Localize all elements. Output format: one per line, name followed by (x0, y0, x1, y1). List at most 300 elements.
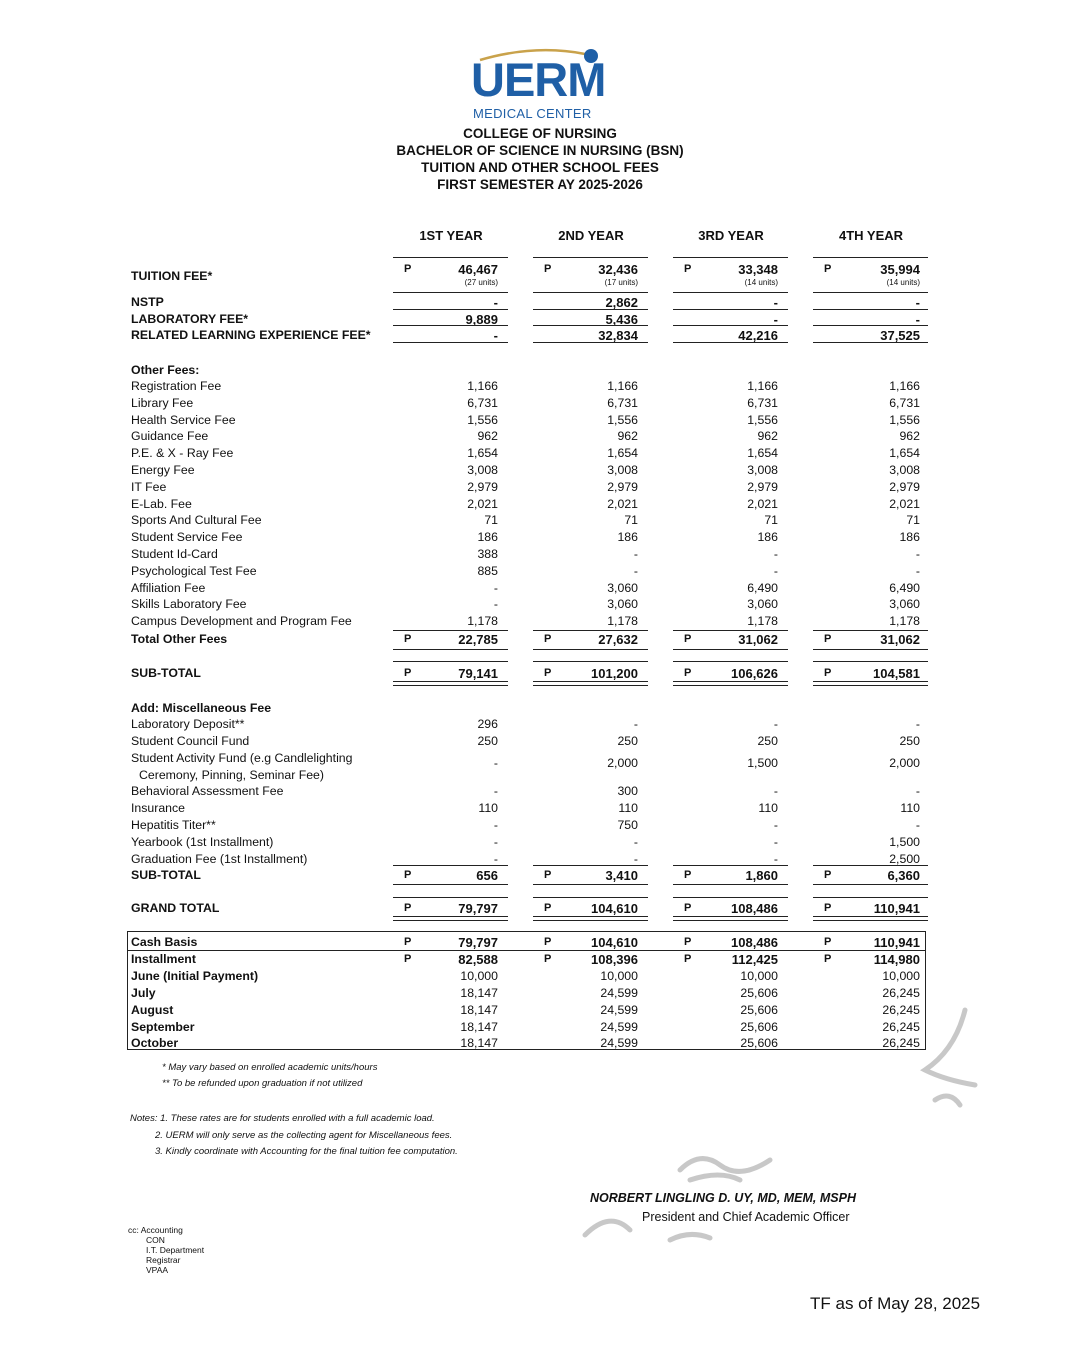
payment-row-value: 25,606 (740, 1003, 778, 1017)
rule-line (393, 884, 508, 885)
misc-fee-value: 296 (477, 717, 498, 731)
misc-fee-value: - (915, 717, 920, 731)
other-fee-value: 6,490 (889, 580, 920, 595)
rule-line (533, 865, 648, 866)
rule-line (813, 309, 928, 310)
other-fee-value: - (773, 563, 778, 578)
other-fee-value: 885 (477, 563, 498, 578)
payment-row-value: 108,486 (731, 935, 778, 950)
misc-fee-value: - (633, 717, 638, 731)
other-fee-label: Student Service Fee (131, 530, 243, 545)
initial-scribble-icon (905, 1000, 985, 1110)
other-fee-label: Psychological Test Fee (131, 563, 257, 578)
other-fee-value: 2,021 (889, 496, 920, 511)
misc-fee-value: 110 (478, 801, 498, 815)
other-fee-value: 2,979 (747, 479, 778, 494)
payment-row-label: June (Initial Payment) (131, 969, 259, 983)
payment-row-label: Cash Basis (131, 935, 198, 949)
rule-line (813, 630, 928, 631)
misc-fee-label-cont: Ceremony, Pinning, Seminar Fee) (139, 768, 324, 782)
other-fee-value: 1,556 (607, 412, 638, 427)
peso-sign: P (684, 902, 692, 914)
other-fee-value: 6,731 (607, 395, 638, 410)
misc-fee-label: Student Council Fund (131, 734, 250, 748)
peso-sign: P (824, 869, 832, 881)
note-2: 2. UERM will only serve as the collecting agent for Miscellaneous fees. (155, 1130, 453, 1141)
misc-fee-value: - (773, 717, 778, 731)
other-fee-value: 1,178 (889, 614, 920, 629)
other-fee-value: 3,008 (889, 463, 920, 477)
other-fee-value: 1,166 (607, 379, 638, 393)
misc-fee-value: - (493, 818, 498, 832)
grand-total-value: 104,610 (591, 901, 638, 916)
other-fee-value: 1,556 (747, 412, 778, 427)
rule-line (673, 257, 788, 258)
other-fee-label: Health Service Fee (131, 412, 236, 427)
main-fee-value: - (773, 312, 778, 327)
rule-line (813, 257, 928, 258)
logo-main-text: UERM (471, 53, 606, 106)
other-fee-value: 2,979 (607, 479, 638, 494)
misc-fee-value: 2,000 (607, 756, 638, 770)
peso-sign: P (404, 633, 412, 645)
other-fee-value: - (915, 547, 920, 561)
misc-fee-value: - (633, 835, 638, 849)
peso-sign: P (404, 953, 412, 965)
header-college: COLLEGE OF NURSING (463, 126, 617, 141)
peso-sign: P (824, 936, 832, 948)
col-head-1st-year: 1ST YEAR (419, 228, 483, 243)
other-fee-value: 1,166 (889, 379, 920, 393)
rule-line (393, 257, 508, 258)
tuition-value: 32,436 (598, 262, 638, 277)
other-fee-value: 3,008 (747, 463, 778, 477)
peso-sign: P (544, 953, 552, 965)
cc-line-5: VPAA (146, 1265, 169, 1275)
other-fee-value: 186 (899, 530, 920, 545)
peso-sign: P (404, 263, 412, 275)
payment-row-value: 82,588 (458, 952, 498, 967)
misc-fee-value: - (493, 852, 498, 866)
misc-fee-label: Behavioral Assessment Fee (131, 784, 284, 798)
peso-sign: P (404, 869, 412, 881)
uerm-logo (455, 44, 605, 124)
rule-line (813, 884, 928, 885)
other-fee-value: 3,060 (607, 580, 638, 595)
tf-date: TF as of May 28, 2025 (810, 1294, 981, 1313)
payment-row-value: 24,599 (600, 1003, 638, 1017)
other-fee-value: 1,556 (467, 412, 498, 427)
rule-line (813, 661, 928, 662)
rule-line (673, 661, 788, 662)
rule-line (533, 292, 648, 293)
misc-fee-value: - (915, 818, 920, 832)
tuition-value: 35,994 (880, 262, 920, 277)
misc-fee-value: 250 (477, 734, 498, 748)
other-fee-value: 1,654 (467, 446, 498, 461)
peso-sign: P (544, 667, 552, 679)
other-fee-label: Registration Fee (131, 379, 222, 393)
other-fee-value: - (493, 597, 498, 612)
other-fee-value: 6,490 (747, 580, 778, 595)
other-fee-value: - (633, 563, 638, 578)
other-fee-label: Library Fee (131, 395, 194, 410)
rule-line (673, 865, 788, 866)
misc-fee-value: - (773, 852, 778, 866)
peso-sign: P (544, 902, 552, 914)
misc-fee-value: - (915, 784, 920, 798)
other-fee-value: 71 (906, 513, 920, 528)
units-note: (14 units) (886, 278, 920, 287)
rule-line (813, 292, 928, 293)
payment-row-value: 10,000 (600, 969, 638, 983)
main-fee-label: RELATED LEARNING EXPERIENCE FEE* (131, 328, 371, 342)
peso-sign: P (824, 902, 832, 914)
rule-line (533, 342, 648, 343)
peso-sign: P (684, 936, 692, 948)
peso-sign: P (684, 667, 692, 679)
total-other-fees-value: 27,632 (598, 632, 638, 647)
other-fee-value: 1,654 (607, 446, 638, 461)
misc-fee-value: - (633, 852, 638, 866)
misc-fee-label: Yearbook (1st Installment) (131, 835, 274, 849)
rule-line (393, 897, 508, 898)
main-fee-label: NSTP (131, 295, 164, 309)
other-fee-value: 962 (617, 429, 638, 444)
payment-row-label: August (131, 1003, 174, 1017)
rule-line (393, 292, 508, 293)
payment-row-value: 18,147 (460, 1020, 498, 1034)
peso-sign: P (684, 869, 692, 881)
misc-fee-value: - (773, 835, 778, 849)
rule-line (673, 681, 788, 686)
signatory-title: President and Chief Academic Officer (642, 1210, 850, 1224)
other-fee-label: P.E. & X - Ray Fee (131, 446, 234, 461)
rule-line (673, 630, 788, 631)
header-semester: FIRST SEMESTER AY 2025-2026 (437, 177, 643, 192)
cc-line-4: Registrar (146, 1255, 181, 1265)
payment-row-value: 24,599 (600, 1020, 638, 1034)
peso-sign: P (684, 953, 692, 965)
payment-row-label: Installment (131, 952, 196, 966)
col-head-2nd-year: 2ND YEAR (558, 228, 624, 243)
other-fee-value: 1,654 (889, 446, 920, 461)
other-fee-label: Affiliation Fee (131, 580, 206, 595)
other-fee-value: - (915, 563, 920, 578)
main-fee-label: LABORATORY FEE* (131, 312, 249, 326)
misc-subtotal-value: 1,860 (745, 868, 778, 883)
rule-line (533, 661, 648, 662)
footnote-2: ** To be refunded upon graduation if not utilized (162, 1078, 363, 1089)
peso-sign: P (824, 667, 832, 679)
misc-fee-label: Laboratory Deposit** (131, 717, 245, 731)
rule-line (533, 649, 648, 650)
misc-fee-label: Graduation Fee (1st Installment) (131, 852, 308, 866)
payment-row-value: 26,245 (882, 986, 920, 1000)
rule-line (673, 884, 788, 885)
peso-sign: P (544, 263, 552, 275)
peso-sign: P (404, 936, 412, 948)
tuition-value: 46,467 (458, 262, 498, 277)
other-fee-value: 3,008 (607, 463, 638, 477)
other-fee-label: Energy Fee (131, 463, 195, 477)
other-fee-value: 186 (617, 530, 638, 545)
payment-row-label: July (131, 986, 156, 1000)
payment-row-value: 18,147 (460, 986, 498, 1000)
rule-line (393, 342, 508, 343)
peso-sign: P (404, 902, 412, 914)
rule-line (533, 325, 648, 326)
cc-line-2: CON (146, 1235, 165, 1245)
payment-row-value: 24,599 (600, 1036, 638, 1050)
misc-fee-value: 110 (618, 801, 638, 815)
misc-fee-value: - (773, 784, 778, 798)
misc-fee-label: Hepatitis Titer** (131, 818, 216, 832)
main-fee-value: 5,436 (605, 312, 638, 327)
misc-fee-value: - (493, 835, 498, 849)
other-fee-label: Guidance Fee (131, 429, 209, 444)
main-fee-value: 42,216 (738, 328, 778, 343)
misc-fee-label: Student Activity Fund (e.g Candlelighting (131, 751, 353, 765)
other-fee-value: 1,166 (467, 379, 498, 393)
other-fee-value: 6,731 (889, 395, 920, 410)
payment-row-value: 79,797 (458, 935, 498, 950)
other-fee-value: - (493, 580, 498, 595)
other-fee-value: - (633, 547, 638, 561)
peso-sign: P (544, 936, 552, 948)
main-fee-value: - (493, 328, 498, 343)
grand-total-value: 79,797 (458, 901, 498, 916)
misc-title: Add: Miscellaneous Fee (131, 701, 272, 715)
other-fee-value: - (773, 547, 778, 561)
other-fee-label: Campus Development and Program Fee (131, 614, 352, 629)
note-3: 3. Kindly coordinate with Accounting for the final tuition fee computation. (155, 1146, 458, 1157)
main-fee-value: - (915, 312, 920, 327)
other-fee-value: 71 (624, 513, 638, 528)
rule-line (813, 649, 928, 650)
misc-fee-value: 1,500 (747, 756, 778, 770)
other-fee-value: 3,060 (607, 597, 638, 612)
payment-row-value: 26,245 (882, 1003, 920, 1017)
peso-sign: P (544, 869, 552, 881)
misc-fee-value: 110 (758, 801, 778, 815)
other-fee-value: 2,979 (889, 479, 920, 494)
other-fee-value: 2,979 (467, 479, 498, 494)
rule-line (393, 865, 508, 866)
tuition-value: 33,348 (738, 262, 778, 277)
rule-line (533, 897, 648, 898)
payment-row-value: 114,980 (873, 952, 920, 967)
grand-total-value: 110,941 (873, 901, 920, 916)
total-other-fees-value: 31,062 (880, 632, 920, 647)
misc-subtotal-label: SUB-TOTAL (131, 868, 201, 882)
other-fee-label: IT Fee (131, 479, 167, 494)
rule-line (533, 916, 648, 921)
payment-row-value: 26,245 (882, 1020, 920, 1034)
header-title: TUITION AND OTHER SCHOOL FEES (421, 160, 659, 175)
other-fee-value: 3,060 (747, 597, 778, 612)
other-fee-value: 71 (764, 513, 778, 528)
col-head-3rd-year: 3RD YEAR (698, 228, 764, 243)
other-fee-value: 2,021 (607, 496, 638, 511)
peso-sign: P (824, 953, 832, 965)
grand-total-label: GRAND TOTAL (131, 901, 220, 915)
units-note: (14 units) (744, 278, 778, 287)
rule-line (393, 309, 508, 310)
subtotal-value: 106,626 (731, 666, 778, 681)
payment-row-value: 25,606 (740, 1020, 778, 1034)
main-fee-value: 37,525 (880, 328, 920, 343)
rule-line (533, 309, 648, 310)
rule-line (393, 681, 508, 686)
peso-sign: P (824, 263, 832, 275)
misc-fee-value: - (773, 818, 778, 832)
cash-basis-divider (127, 950, 926, 951)
peso-sign: P (824, 633, 832, 645)
other-fee-value: 962 (757, 429, 778, 444)
misc-fee-value: 2,000 (889, 756, 920, 770)
other-fee-value: 1,178 (747, 614, 778, 629)
rule-line (813, 865, 928, 866)
payment-row-value: 18,147 (460, 1036, 498, 1050)
payment-row-label: September (131, 1020, 195, 1034)
logo-sub-text: MEDICAL CENTER (473, 106, 592, 121)
signatory-name: NORBERT LINGLING D. UY, MD, MEM, MSPH (590, 1191, 856, 1205)
rule-line (813, 342, 928, 343)
rule-line (393, 916, 508, 921)
rule-line (533, 257, 648, 258)
misc-fee-value: 110 (900, 801, 920, 815)
other-fee-label: E-Lab. Fee (131, 496, 192, 511)
rule-line (393, 325, 508, 326)
other-fee-value: 1,556 (889, 412, 920, 427)
rule-line (673, 649, 788, 650)
other-fee-value: 1,166 (747, 379, 778, 393)
misc-subtotal-value: 3,410 (605, 868, 638, 883)
cc-line-3: I.T. Department (146, 1245, 205, 1255)
cc-line-1: cc: Accounting (128, 1225, 183, 1235)
other-fee-value: 6,731 (467, 395, 498, 410)
note-1: Notes: 1. These rates are for students enrolled with a full academic load. (130, 1113, 435, 1124)
rule-line (673, 292, 788, 293)
payment-row-label: October (131, 1036, 179, 1050)
total-other-fees-label: Total Other Fees (131, 632, 228, 646)
payment-row-value: 25,606 (740, 1036, 778, 1050)
subtotal-value: 79,141 (458, 666, 498, 681)
peso-sign: P (544, 633, 552, 645)
misc-fee-value: - (493, 756, 498, 770)
payment-row-value: 25,606 (740, 986, 778, 1000)
tuition-label: TUITION FEE* (131, 269, 213, 283)
peso-sign: P (684, 633, 692, 645)
header-program: BACHELOR OF SCIENCE IN NURSING (BSN) (396, 143, 684, 158)
misc-subtotal-value: 6,360 (887, 868, 920, 883)
rule-line (813, 325, 928, 326)
rule-line (533, 884, 648, 885)
misc-fee-value: 2,500 (889, 852, 920, 866)
rule-line (673, 309, 788, 310)
payment-row-value: 110,941 (873, 935, 920, 950)
total-other-fees-value: 31,062 (738, 632, 778, 647)
rule-line (533, 681, 648, 686)
other-fee-value: 3,060 (889, 597, 920, 612)
subtotal-value: 104,581 (873, 666, 920, 681)
misc-fee-value: 250 (617, 734, 638, 748)
payment-row-value: 10,000 (460, 969, 498, 983)
misc-fee-value: 250 (757, 734, 778, 748)
rule-line (673, 897, 788, 898)
peso-sign: P (404, 667, 412, 679)
rule-line (673, 325, 788, 326)
units-note: (17 units) (604, 278, 638, 287)
payment-row-value: 24,599 (600, 986, 638, 1000)
other-fee-label: Student Id-Card (131, 547, 218, 561)
payment-schedule-box (127, 931, 926, 1050)
peso-sign: P (684, 263, 692, 275)
payment-row-value: 26,245 (882, 1036, 920, 1050)
misc-fee-label: Insurance (131, 801, 186, 815)
other-fee-label: Sports And Cultural Fee (131, 513, 262, 528)
payment-row-value: 104,610 (591, 935, 638, 950)
other-fee-value: 962 (899, 429, 920, 444)
rule-line (393, 661, 508, 662)
rule-line (393, 630, 508, 631)
misc-fee-value: 750 (617, 818, 638, 832)
other-fee-label: Skills Laboratory Fee (131, 597, 247, 612)
misc-fee-value: 1,500 (889, 835, 920, 849)
col-head-4th-year: 4TH YEAR (838, 228, 904, 243)
rule-line (813, 681, 928, 686)
payment-row-value: 18,147 (460, 1003, 498, 1017)
other-fee-value: 1,178 (607, 614, 638, 629)
misc-fee-value: 250 (899, 734, 920, 748)
total-other-fees-value: 22,785 (458, 632, 498, 647)
other-fee-value: 186 (477, 530, 498, 545)
misc-fee-value: 300 (617, 784, 638, 798)
misc-subtotal-value: 656 (476, 868, 498, 883)
rule-line (673, 916, 788, 921)
misc-fee-value: - (493, 784, 498, 798)
payment-row-value: 112,425 (731, 952, 778, 967)
payment-row-value: 10,000 (882, 969, 920, 983)
subtotal-label: SUB-TOTAL (131, 666, 201, 680)
other-fee-value: 3,008 (467, 463, 498, 477)
other-fee-value: 6,731 (747, 395, 778, 410)
other-fee-value: 388 (477, 547, 498, 561)
rule-line (813, 897, 928, 898)
payment-row-value: 10,000 (740, 969, 778, 983)
rule-line (673, 342, 788, 343)
other-fee-value: 71 (484, 513, 498, 528)
rule-line (393, 649, 508, 650)
main-fee-value: - (493, 295, 498, 310)
main-fee-value: 2,862 (605, 295, 638, 310)
main-fee-value: - (773, 295, 778, 310)
rule-line (533, 630, 648, 631)
rule-line (813, 916, 928, 921)
grand-total-value: 108,486 (731, 901, 778, 916)
other-fee-value: 1,654 (747, 446, 778, 461)
main-fee-value: 32,834 (598, 328, 638, 343)
other-fee-value: 962 (477, 429, 498, 444)
other-fees-title: Other Fees: (131, 363, 200, 377)
other-fee-value: 186 (757, 530, 778, 545)
units-note: (27 units) (464, 278, 498, 287)
payment-row-value: 108,396 (591, 952, 638, 967)
subtotal-value: 101,200 (591, 666, 638, 681)
other-fee-value: 2,021 (467, 496, 498, 511)
other-fee-value: 2,021 (747, 496, 778, 511)
